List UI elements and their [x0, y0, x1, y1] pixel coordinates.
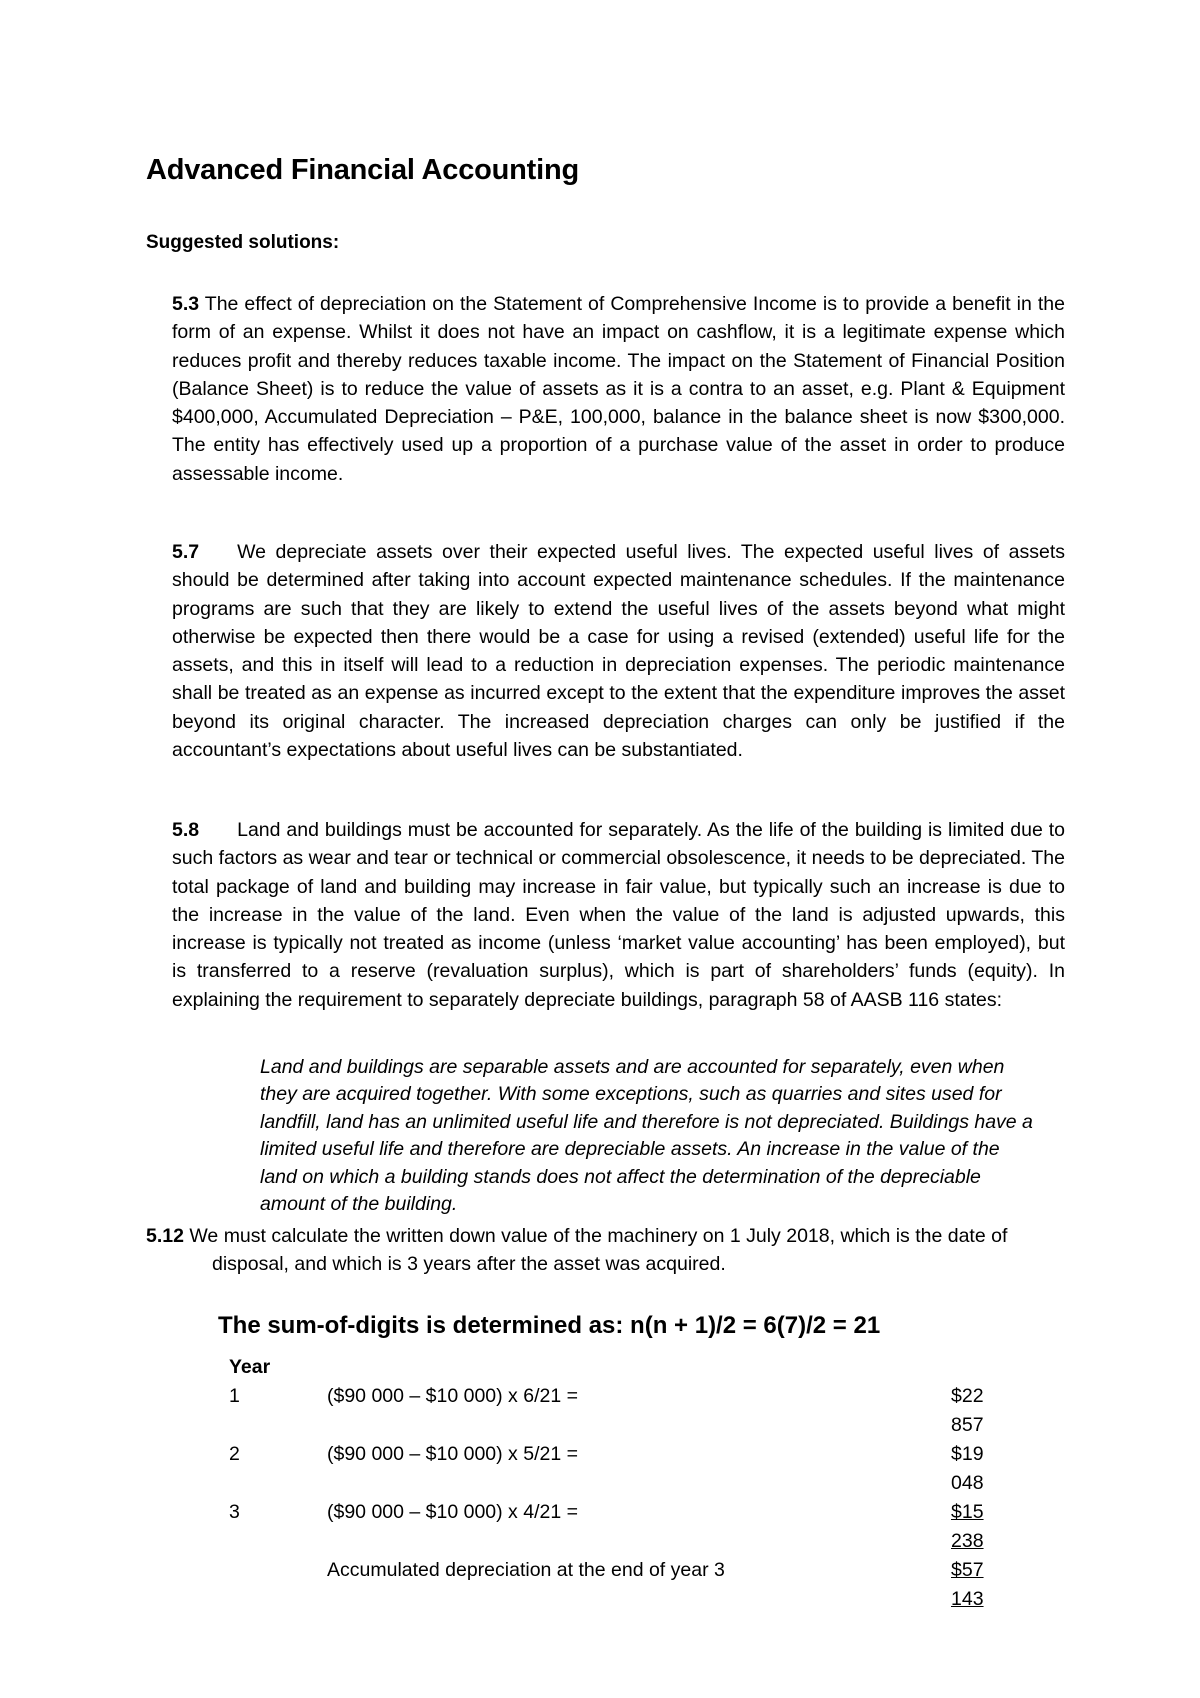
sum-of-digits-heading: The sum-of-digits is determined as: n(n + 1)/2 = 6(7)/2 = 21	[218, 1312, 881, 1339]
row-year: 2	[229, 1443, 240, 1465]
section-text: Land and buildings must be accounted for separately. As the life of the building is limited due to such factors as wear and tear or technical or commercial obsolescence, it needs to be depreciated. The total package of land and building may increase in fair value, but typically such an increase is due to the increase in the value of the land. Even when the value of the land is adjusted upwards, this increase is typically not treated as income (unless ‘market value accounting’ has been employed), but is transferred to a reserve (revaluation surplus), which is part of shareholders’ funds (equity). In explaining the requirement to separately depreciate buildings, paragraph 58 of AASB 116 states:	[172, 819, 1065, 1011]
row-amount-line-1: $19	[951, 1443, 984, 1465]
document-subtitle: Suggested solutions:	[146, 232, 340, 253]
section-number: 5.8	[172, 819, 200, 841]
document-title: Advanced Financial Accounting	[146, 154, 580, 186]
section-text: The effect of depreciation on the Statement of Comprehensive Income is to provide a benefit in the form of an expense. Whilst it does not have an impact on cashflow, it is a legitimate expense which reduces profit and thereby reduces taxable income. The impact on the Statement of Financial Position (Balance Sheet) is to reduce the value of assets as it is a contra to an asset, e.g. Plant & Equipment $400,000, Accumulated Depreciation – P&E, 100,000, balance in the balance sheet is now $300,000. The entity has effectively used up a proportion of a purchase value of the asset in order to produce assessable income.	[172, 293, 1065, 485]
section-text: We depreciate assets over their expected useful lives. The expected useful lives of assets should be determined after taking into account expected maintenance schedules. If the maintenance programs are such that they are likely to extend the useful lives of the assets beyond what might otherwise be expected then there would be a case for using a revised (extended) useful life for the assets, and this in itself will lead to a reduction in depreciation expenses. The periodic maintenance shall be treated as an expense as incurred except to the extent that the expenditure improves the asset beyond its original character. The increased depreciation charges can only be justified if the accountant’s expectations about useful lives can be substantiated.	[172, 541, 1065, 762]
total-label: Accumulated depreciation at the end of year 3	[327, 1559, 725, 1581]
row-formula: ($90 000 – $10 000) x 6/21 =	[327, 1385, 578, 1407]
total-amount-line-1: $57	[951, 1559, 984, 1581]
row-year: 3	[229, 1501, 240, 1523]
section-number: 5.12	[146, 1225, 184, 1247]
row-amount-line-1: $15	[951, 1501, 984, 1523]
section-number: 5.7	[172, 541, 200, 563]
row-formula: ($90 000 – $10 000) x 4/21 =	[327, 1501, 578, 1523]
row-amount-line-1: $22	[951, 1385, 984, 1407]
aasb-116-quote: Land and buildings are separable assets and are accounted for separately, even when they are acquired together. With some exceptions, such as quarries and sites used for landfill, land has an unlimited useful life and therefore is not depreciated. Buildings have a limited useful life and therefore are depreciable assets. An increase in the value of the land on which a building stands does not affect the determination of the depreciable amount of the building.	[260, 1056, 1033, 1216]
row-amount-line-2: 857	[951, 1414, 984, 1436]
section-number: 5.3	[172, 293, 200, 315]
row-year: 1	[229, 1385, 240, 1407]
total-amount-line-2: 143	[951, 1588, 984, 1610]
year-header: Year	[229, 1356, 271, 1378]
row-formula: ($90 000 – $10 000) x 5/21 =	[327, 1443, 578, 1465]
row-amount-line-2: 048	[951, 1472, 984, 1494]
section-line-2: disposal, and which is 3 years after the asset was acquired.	[212, 1253, 726, 1275]
section-line-1: We must calculate the written down value of the machinery on 1 July 2018, which is the date of	[189, 1225, 1008, 1247]
row-amount-line-2: 238	[951, 1530, 984, 1552]
